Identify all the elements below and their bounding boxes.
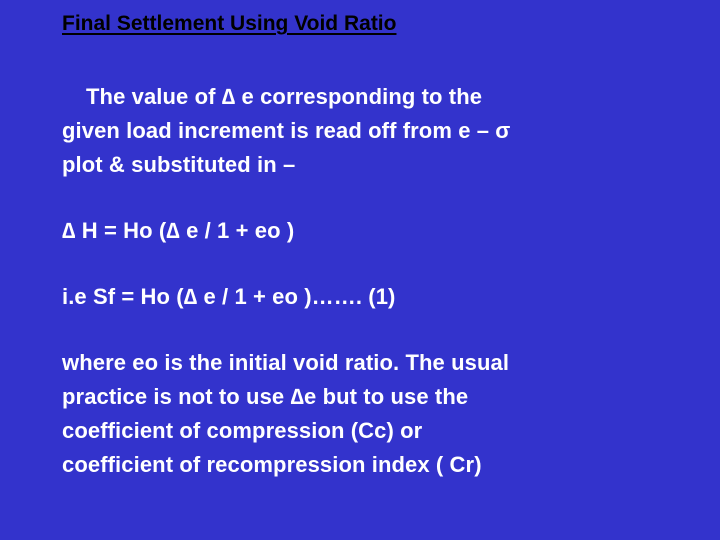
paragraph-1-line-2: given load increment is read off from e – σ bbox=[62, 118, 511, 143]
paragraph-1-line-3: plot & substituted in – bbox=[62, 152, 296, 177]
settlement-equation: ∆ H = Ho (∆ e / 1 + eo ) bbox=[62, 218, 295, 243]
paragraph-2-line-3: coefficient of compression (Cc) or bbox=[62, 418, 423, 443]
slide-title: Final Settlement Using Void Ratio bbox=[62, 12, 397, 35]
paragraph-2-line-4: coefficient of recompression index ( Cr) bbox=[62, 452, 482, 477]
final-settlement-equation: i.e Sf = Ho (∆ e / 1 + eo )……. (1) bbox=[62, 284, 396, 309]
paragraph-1-line-1: The value of ∆ e corresponding to the bbox=[86, 84, 483, 109]
paragraph-2-line-2: practice is not to use ∆e but to use the bbox=[62, 384, 469, 409]
paragraph-2-line-1: where eo is the initial void ratio. The usual bbox=[62, 350, 510, 375]
